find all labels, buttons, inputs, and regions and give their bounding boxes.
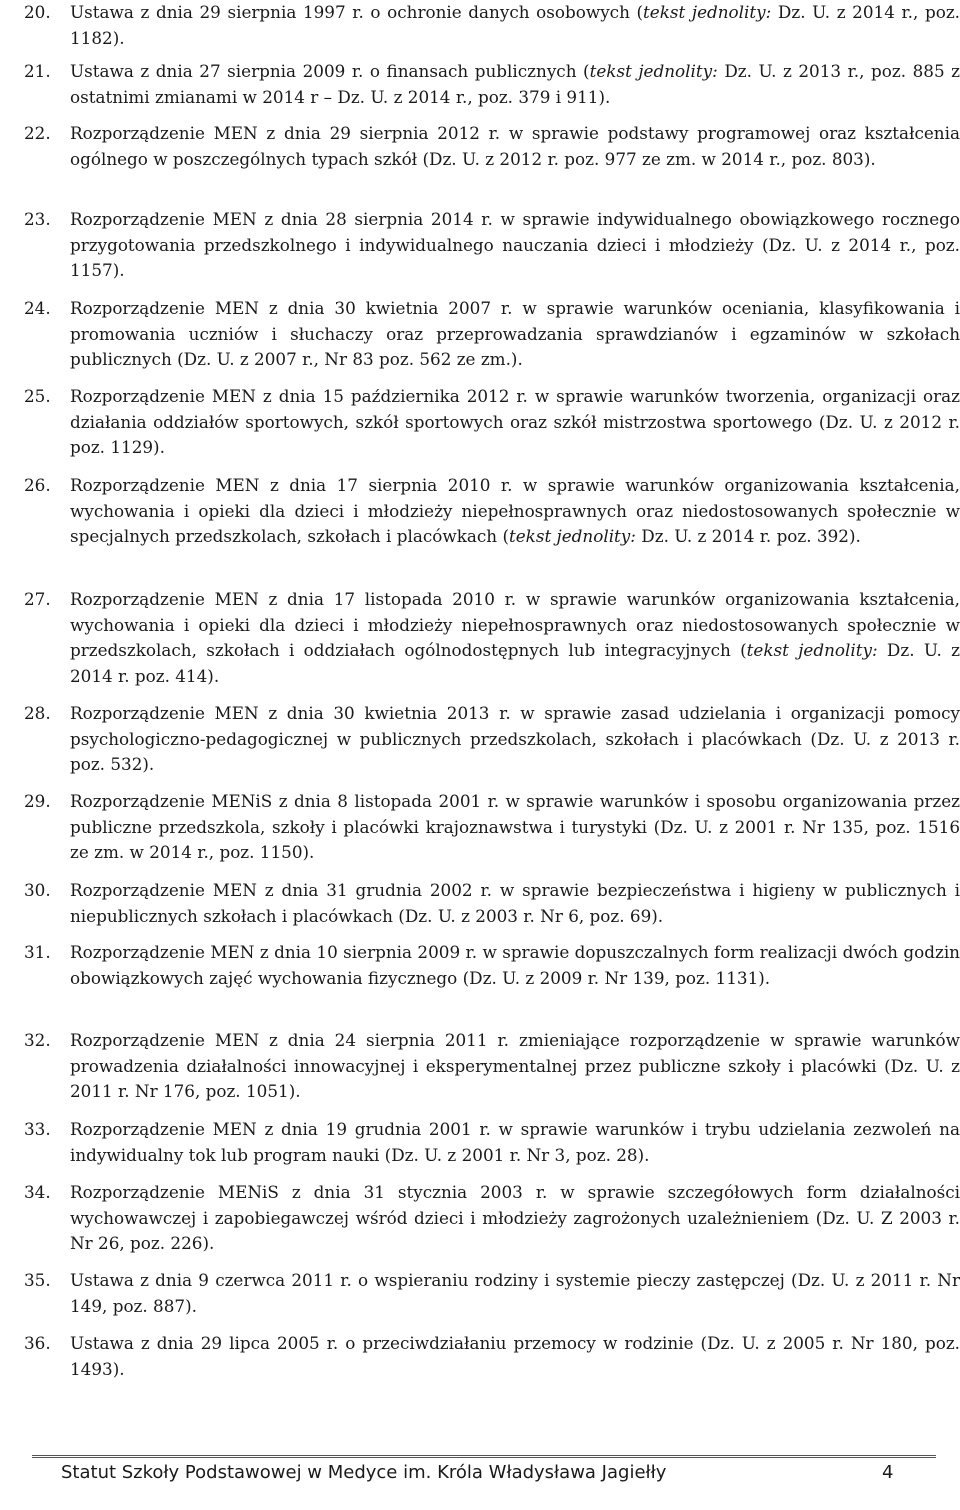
list-item (24, 207, 960, 284)
list-item (24, 1268, 960, 1319)
item-text: Rozporządzenie MEN z dnia 28 sierpnia 2014 r. w sprawie indywidualnego obowiązkowego rocznego przygotowania przedszkolnego i indywidualnego nauczania dzieci i młodzieży (Dz. U. z 2014 r., poz. 1157). (70, 209, 960, 280)
item-number: 28. (24, 703, 51, 723)
list-item (24, 701, 960, 778)
item-text: Rozporządzenie MEN z dnia 10 sierpnia 2009 r. w sprawie dopuszczalnych form realizacji dwóch godzin obowiązkowych zajęć wychowania fizycznego (Dz. U. z 2009 r. Nr 139, poz. 1131). (70, 942, 960, 988)
list-item (24, 789, 960, 866)
item-text: Rozporządzenie MEN z dnia 15 października 2012 r. w sprawie warunków tworzenia, organizacji oraz działania oddziałów sportowych, szkół sportowych oraz szkół mistrzostwa sportowego (Dz. U. z 2012 r. poz. 1129). (70, 386, 960, 457)
item-number: 34. (24, 1182, 51, 1202)
page-number: 4 (882, 1462, 894, 1483)
item-number: 33. (24, 1119, 51, 1139)
list-item (24, 473, 960, 550)
item-number: 25. (24, 386, 51, 406)
list-item (24, 1180, 960, 1257)
item-number: 35. (24, 1270, 51, 1290)
list-item (24, 587, 960, 689)
item-text: Rozporządzenie MEN z dnia 17 listopada 2010 r. w sprawie warunków organizowania kształcenia, wychowania i opieki dla dzieci i młodzieży niepełnosprawnych oraz niedostosowanych społecznie w przedszkolach, szkołach i oddziałach ogólnodostępnych lub integracyjnych (tekst jednolity: Dz. U. z 2014 r. poz. 414). (70, 589, 960, 686)
item-number: 32. (24, 1030, 51, 1050)
item-text: Ustawa z dnia 29 sierpnia 1997 r. o ochronie danych osobowych (tekst jednolity: Dz. U. z 2014 r., poz. 1182). (70, 2, 960, 48)
item-number: 24. (24, 298, 51, 318)
item-text: Rozporządzenie MENiS z dnia 8 listopada 2001 r. w sprawie warunków i sposobu organizowania przez publiczne przedszkola, szkoły i placówki krajoznawstwa i turystyki (Dz. U. z 2001 r. Nr 135, poz. 1516 ze zm. w 2014 r., poz. 1150). (70, 791, 960, 862)
footer-divider (32, 1455, 936, 1458)
item-number: 36. (24, 1333, 51, 1353)
list-item (24, 384, 960, 461)
list-item (24, 296, 960, 373)
footer-title: Statut Szkoły Podstawowej w Medyce im. Króla Władysława Jagiełły (61, 1462, 667, 1483)
list-item (24, 1117, 960, 1168)
item-text: Rozporządzenie MEN z dnia 29 sierpnia 2012 r. w sprawie podstawy programowej oraz kształcenia ogólnego w poszczególnych typach szkół (Dz. U. z 2012 r. poz. 977 ze zm. w 2014 r., poz. 803). (70, 123, 960, 169)
item-text: Rozporządzenie MEN z dnia 17 sierpnia 2010 r. w sprawie warunków organizowania kształcenia, wychowania i opieki dla dzieci i młodzieży niepełnosprawnych oraz niedostosowanych społecznie w specjalnych przedszkolach, szkołach i placówkach (tekst jednolity: Dz. U. z 2014 r. poz. 392). (70, 475, 960, 546)
list-item (24, 0, 960, 51)
item-number: 21. (24, 61, 51, 81)
item-text: Rozporządzenie MEN z dnia 31 grudnia 2002 r. w sprawie bezpieczeństwa i higieny w publicznych i niepublicznych szkołach i placówkach (Dz. U. z 2003 r. Nr 6, poz. 69). (70, 880, 960, 926)
item-text: Rozporządzenie MEN z dnia 30 kwietnia 2007 r. w sprawie warunków oceniania, klasyfikowania i promowania uczniów i słuchaczy oraz przeprowadzania sprawdzianów i egzaminów w szkołach publicznych (Dz. U. z 2007 r., Nr 83 poz. 562 ze zm.). (70, 298, 960, 369)
item-text: Rozporządzenie MEN z dnia 19 grudnia 2001 r. w sprawie warunków i trybu udzielania zezwoleń na indywidualny tok lub program nauki (Dz. U. z 2001 r. Nr 3, poz. 28). (70, 1119, 960, 1165)
item-text: Rozporządzenie MEN z dnia 30 kwietnia 2013 r. w sprawie zasad udzielania i organizacji pomocy psychologiczno-pedagogicznej w publicznych przedszkolach, szkołach i placówkach (Dz. U. z 2013 r. poz. 532). (70, 703, 960, 774)
item-text: Ustawa z dnia 29 lipca 2005 r. o przeciwdziałaniu przemocy w rodzinie (Dz. U. z 2005 r. Nr 180, poz. 1493). (70, 1333, 960, 1379)
item-number: 31. (24, 942, 51, 962)
item-number: 26. (24, 475, 51, 495)
item-number: 29. (24, 791, 51, 811)
item-number: 23. (24, 209, 51, 229)
item-number: 20. (24, 2, 51, 22)
list-item (24, 59, 960, 110)
item-text: Ustawa z dnia 27 sierpnia 2009 r. o finansach publicznych (tekst jednolity: Dz. U. z 2013 r., poz. 885 z ostatnimi zmianami w 2014 r – Dz. U. z 2014 r., poz. 379 i 911). (70, 61, 960, 107)
item-text: Rozporządzenie MEN z dnia 24 sierpnia 2011 r. zmieniające rozporządzenie w sprawie warunków prowadzenia działalności innowacyjnej i eksperymentalnej przez publiczne szkoły i placówki (Dz. U. z 2011 r. Nr 176, poz. 1051). (70, 1030, 960, 1101)
item-text: Rozporządzenie MENiS z dnia 31 stycznia 2003 r. w sprawie szczegółowych form działalności wychowawczej i zapobiegawczej wśród dzieci i młodzieży zagrożonych uzależnieniem (Dz. U. Z 2003 r. Nr 26, poz. 226). (70, 1182, 960, 1253)
list-item (24, 1028, 960, 1105)
item-number: 22. (24, 123, 51, 143)
item-text: Ustawa z dnia 9 czerwca 2011 r. o wspieraniu rodziny i systemie pieczy zastępczej (Dz. U. z 2011 r. Nr 149, poz. 887). (70, 1270, 960, 1316)
list-item (24, 121, 960, 172)
item-number: 27. (24, 589, 51, 609)
item-number: 30. (24, 880, 51, 900)
list-item (24, 940, 960, 991)
list-item (24, 1331, 960, 1382)
list-item (24, 878, 960, 929)
